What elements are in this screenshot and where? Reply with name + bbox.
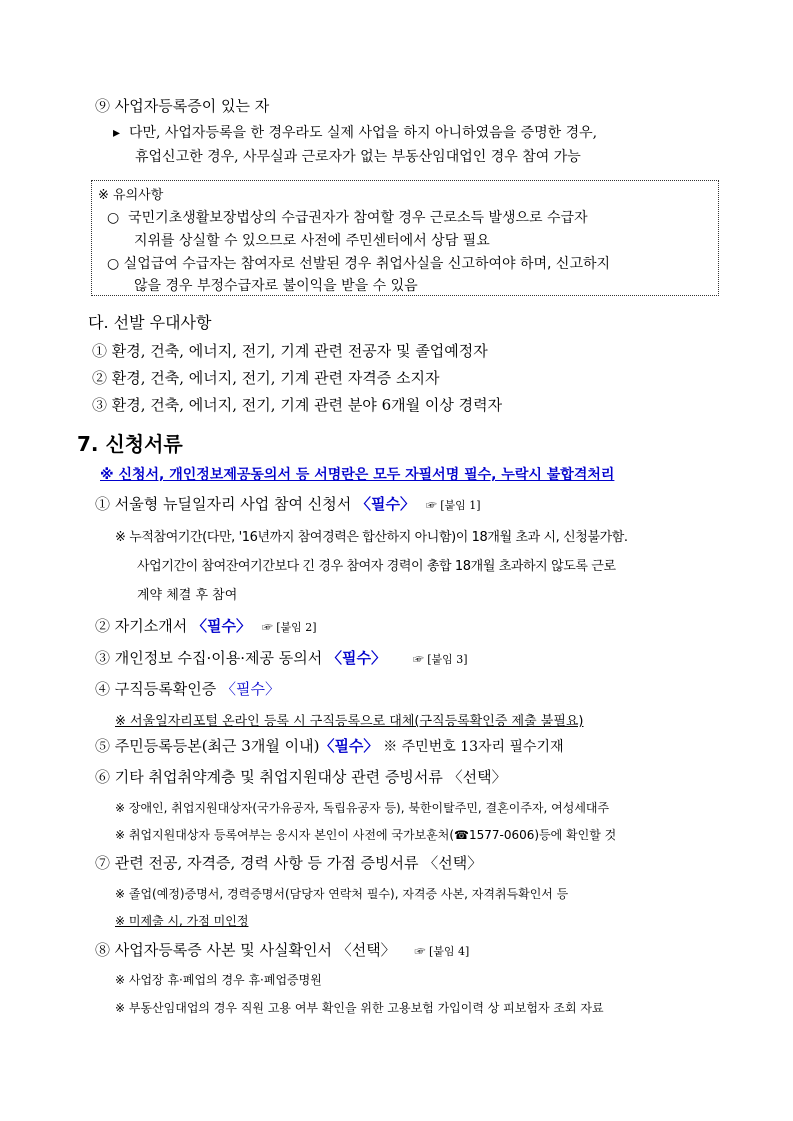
preference-item-3: ③ 환경, 건축, 에너지, 전기, 기계 관련 분야 6개월 이상 경력자 — [92, 396, 503, 414]
doc-1-note-2: 사업기간이 참여잔여기간보다 긴 경우 참여자 경력이 총합 18개월 초과하지 않도록 근로 — [137, 559, 616, 574]
doc-8-attach: ☞ [붙임 4] — [414, 945, 470, 958]
item-9-title: ⑨ 사업자등록증이 있는 자 — [95, 97, 270, 115]
doc-5: ⑤ 주민등록등본(최근 3개월 이내)〈필수〉 ※ 주민번호 13자리 필수기재 — [95, 737, 564, 755]
notice-item-2-line2: 않을 경우 부정수급자로 불이익을 받을 수 있음 — [134, 278, 418, 294]
doc-7-note-1: ※ 졸업(예정)증명서, 경력증명서(담당자 연락처 필수), 자격증 사본, 자격취득확인서 등 — [115, 887, 569, 901]
doc-3-attach: ☞ [붙임 3] — [412, 653, 468, 666]
preference-heading: 다. 선발 우대사항 — [88, 313, 212, 332]
doc-3-required: 〈필수〉 — [327, 649, 386, 667]
doc-2-required: 〈필수〉 — [192, 617, 251, 635]
notice-item-1-line2: 지위를 상실할 수 있으므로 사전에 주민센터에서 상담 필요 — [134, 233, 490, 249]
doc-8-note-2: ※ 부동산임대업의 경우 직원 고용 여부 확인을 위한 고용보험 가입이력 상 피보험자 조회 자료 — [115, 1001, 604, 1015]
doc-7-note-2: ※ 미제출 시, 가점 미인정 — [115, 914, 249, 928]
doc-4: ④ 구직등록확인증 〈필수〉 — [95, 680, 280, 698]
preference-item-1: ① 환경, 건축, 에너지, 전기, 기계 관련 전공자 및 졸업예정자 — [92, 342, 488, 360]
notice-item-1-line1: ○ 국민기초생활보장법상의 수급권자가 참여할 경우 근로소득 발생으로 수급자 — [107, 210, 588, 226]
doc-8-note-1: ※ 사업장 휴·폐업의 경우 휴·폐업증명원 — [115, 973, 322, 987]
doc-5-extra: ※ 주민번호 13자리 필수기재 — [383, 739, 564, 755]
doc-6-note-1: ※ 장애인, 취업지원대상자(국가유공자, 독립유공자 등), 북한이탈주민, 결혼이주자, 여성세대주 — [115, 801, 610, 815]
notice-item-2-line1: ○ 실업급여 수급자는 참여자로 선발된 경우 취업사실을 신고하여야 하며, 신고하지 — [107, 256, 611, 272]
section-7-alert: ※ 신청서, 개인정보제공동의서 등 서명란은 모두 자필서명 필수, 누락시 불합격처리 — [100, 467, 615, 483]
doc-1-attach: ☞ [붙임 1] — [425, 499, 481, 512]
doc-5-required: 〈필수〉 — [319, 737, 379, 755]
doc-6-note-2: ※ 취업지원대상자 등록여부는 응시자 본인이 사전에 국가보훈처(☎1577-0606)등에 확인할 것 — [115, 828, 617, 842]
item-9-desc-line2: 휴업신고한 경우, 사무실과 근로자가 없는 부동산임대업인 경우 참여 가능 — [135, 149, 581, 165]
notice-heading: ※ 유의사항 — [98, 188, 164, 203]
doc-8: ⑧ 사업자등록증 사본 및 사실확인서 〈선택〉 ☞ [붙임 4] — [95, 941, 470, 959]
doc-6: ⑥ 기타 취업취약계층 및 취업지원대상 관련 증빙서류 〈선택〉 — [95, 768, 507, 786]
doc-1-note-1: ※ 누적참여기간(다만, '16년까지 참여경력은 합산하지 아니함)이 18개월 초과 시, 신청불가함. — [115, 530, 628, 545]
doc-4-note: ※ 서울일자리포털 온라인 등록 시 구직등록으로 대체(구직등록확인증 제출 불필요) — [115, 714, 584, 729]
doc-1-note-3: 계약 체결 후 참여 — [137, 588, 238, 603]
section-7-heading: 7. 신청서류 — [77, 432, 183, 456]
doc-1-required: 〈필수〉 — [355, 495, 415, 513]
doc-1: ① 서울형 뉴딜일자리 사업 참여 신청서 〈필수〉 ☞ [붙임 1] — [95, 495, 481, 513]
doc-2-attach: ☞ [붙임 2] — [261, 621, 317, 634]
item-9-desc-line1: ▸ 다만, 사업자등록을 한 경우라도 실제 사업을 하지 아니하였음을 증명한 경우, — [113, 125, 598, 141]
doc-3: ③ 개인정보 수집·이용·제공 동의서 〈필수〉 ☞ [붙임 3] — [95, 649, 468, 667]
preference-item-2: ② 환경, 건축, 에너지, 전기, 기계 관련 자격증 소지자 — [92, 369, 440, 387]
doc-4-required: 〈필수〉 — [220, 680, 280, 698]
doc-2: ② 자기소개서 〈필수〉 ☞ [붙임 2] — [95, 617, 317, 635]
doc-7: ⑦ 관련 전공, 자격증, 경력 사항 등 가점 증빙서류 〈선택〉 — [95, 854, 483, 872]
